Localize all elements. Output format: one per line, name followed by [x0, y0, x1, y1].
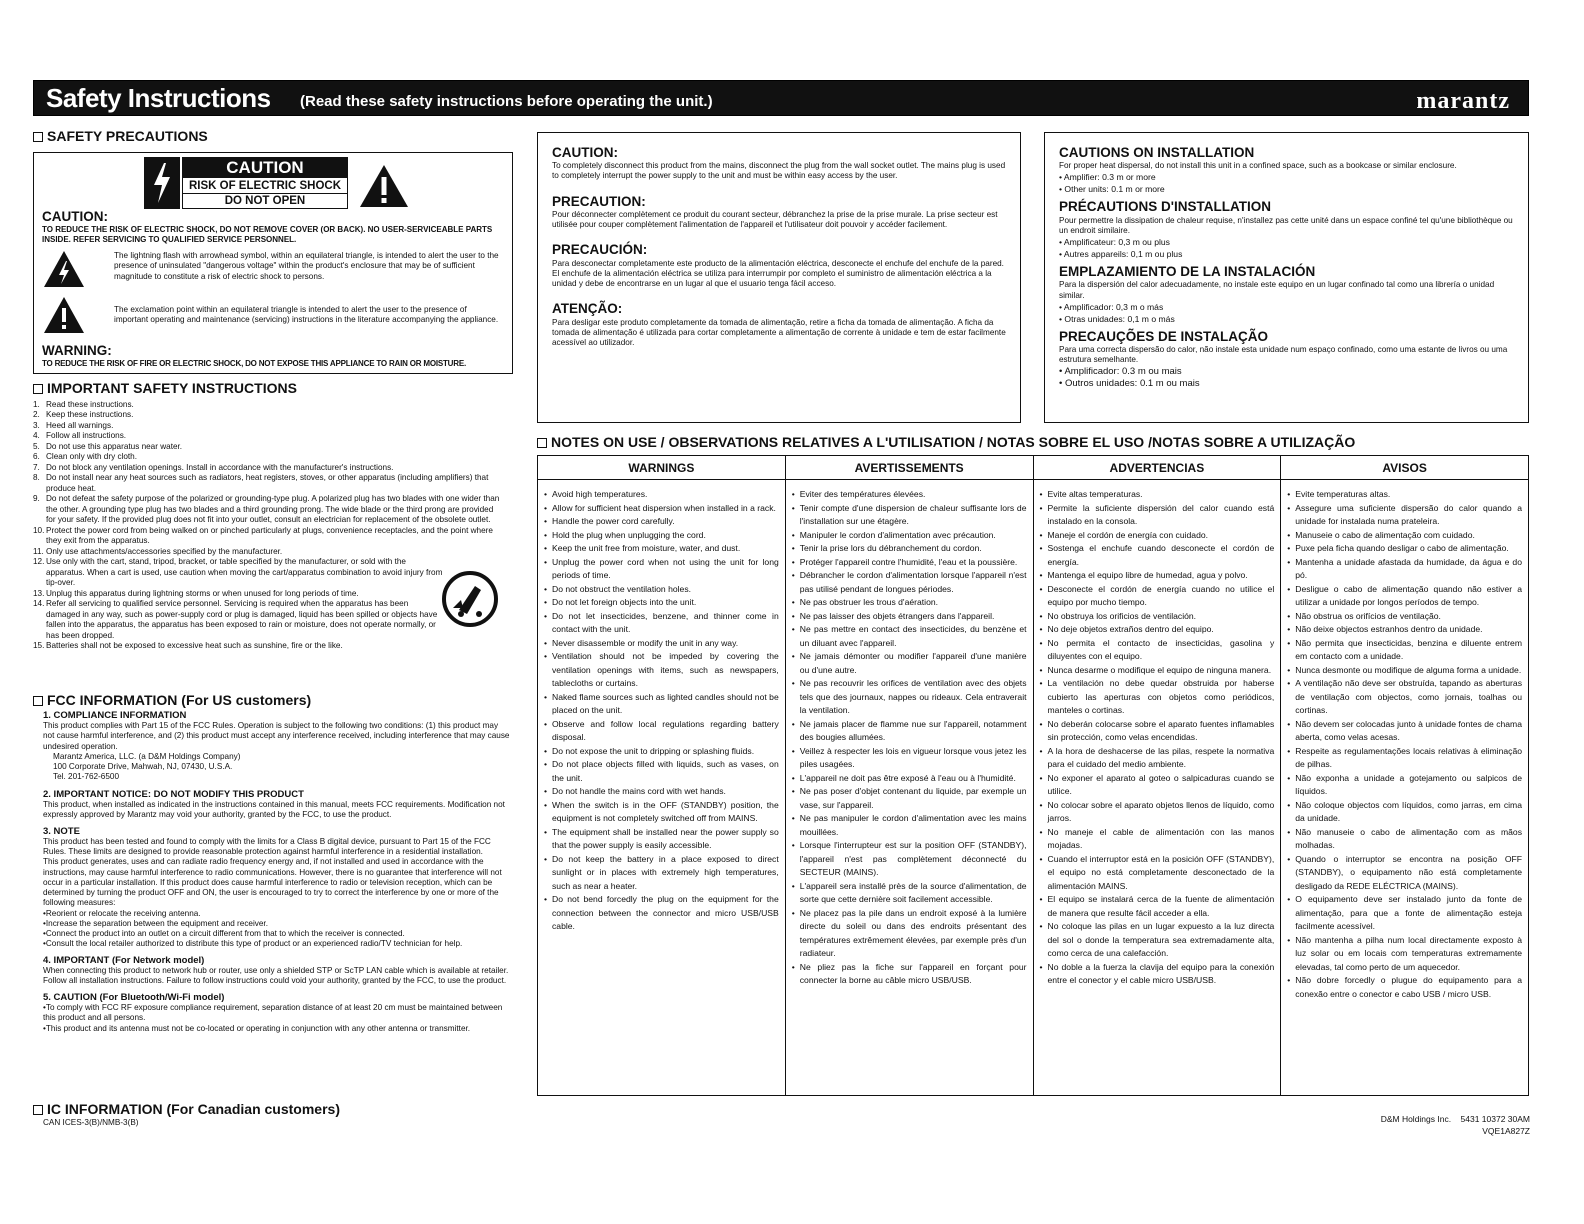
install-en-item-1: • Amplifier: 0.3 m or more — [1059, 172, 1156, 183]
notes-item: • Mantenha a unidade afastada da humidade, da água e do pó. — [1287, 556, 1522, 583]
instruction-item — [33, 599, 503, 641]
notes-item: • Observe and follow local regulations regarding battery disposal. — [544, 718, 779, 745]
install-en-heading: CAUTIONS ON INSTALLATION — [1059, 145, 1255, 160]
lightning-bolt-icon — [144, 157, 180, 209]
title-bar — [33, 80, 1529, 116]
notes-item: • Nunca desarme o modifique el equipo de ninguna manera. — [1040, 664, 1275, 678]
mid-caution-text: To completely disconnect this product from the mains, disconnect the plug from the wall socket outlet. The mains plug is used to completely interrupt the power supply to the unit and must be within easy access by the user. — [552, 161, 1006, 181]
notes-item: • Handle the power cord carefully. — [544, 515, 779, 529]
notes-item: • No maneje el cable de alimentación con las manos mojadas. — [1040, 826, 1275, 853]
install-es-item-1: • Amplificador: 0,3 m o más — [1059, 301, 1164, 312]
column-header: WARNINGS — [538, 456, 785, 480]
notes-item: • Não exponha a unidade a gotejamento ou salpicos de líquidos. — [1287, 772, 1522, 799]
notes-item: • No colocar sobre el aparato objetos llenos de líquido, como jarros. — [1040, 799, 1275, 826]
notes-item: • Ne pas poser d'objet contenant du liquide, par exemple un vase, sur l'appareil. — [792, 785, 1027, 812]
notes-item: • Ventilation should not be impeded by covering the ventilation openings with items, such as newspapers, tablecloths or curtains. — [544, 650, 779, 691]
notes-item: • Permite la suficiente dispersión del calor cuando está instalado en la consola. — [1040, 502, 1275, 529]
instruction-item — [33, 442, 503, 453]
fcc-s4-heading: 4. IMPORTANT (For Network model) — [43, 954, 205, 966]
instruction-item — [33, 421, 503, 432]
install-en-item-2: • Other units: 0.1 m or more — [1059, 184, 1165, 195]
notes-item: • Desligue o cabo de alimentação quando não estiver a utilizar a unidade por longos períodos de tempo. — [1287, 583, 1522, 610]
install-pt-item-2: • Outros unidades: 0.1 m ou mais — [1059, 377, 1200, 389]
notes-list — [1281, 480, 1528, 1001]
installation-box — [1044, 132, 1529, 423]
notes-item: • Ne jamais placer de flamme nue sur l'appareil, notamment des bougies allumées. — [792, 718, 1027, 745]
notes-item: • Não mantenha a pilha num local directamente exposto à luz solar ou em locais com temperaturas extremamente elevadas, tal como perto de um aquecedor. — [1287, 934, 1522, 975]
footer — [1381, 1113, 1530, 1137]
notes-item: • Do not bend forcedly the plug on the equipment for the connection between the connector and micro USB/USB cable. — [544, 893, 779, 934]
mid-atencao-heading: ATENÇÃO: — [552, 301, 623, 317]
notes-item: • No deje objetos extraños dentro del equipo. — [1040, 623, 1275, 637]
instructions-list — [33, 400, 503, 652]
install-fr-heading: PRÉCAUTIONS D'INSTALLATION — [1059, 199, 1271, 215]
notes-column — [1034, 456, 1282, 1095]
fcc-s5-bullet-2: •This product and its antenna must not be co-located or operating in conjunction with any other antenna or transmitter. — [43, 1023, 471, 1033]
notes-item: • Débrancher le cordon d'alimentation lorsque l'appareil n'est pas utilisé pendant de longues périodes. — [792, 569, 1027, 596]
notes-column — [1281, 456, 1528, 1095]
install-pt-heading: PRECAUÇÕES DE INSTALAÇÃO — [1059, 328, 1269, 344]
caution-section — [42, 209, 506, 245]
checkbox-icon — [537, 438, 547, 448]
checkbox-icon — [33, 696, 43, 706]
exclamation-small-icon — [42, 295, 86, 338]
notes-item: • Sostenga el enchufe cuando desconecte el cordón de energía. — [1040, 542, 1275, 569]
instruction-text: Unplug this apparatus during lightning storms or when unused for long periods of time. — [46, 588, 359, 598]
notes-item: • Keep the unit free from moisture, water, and dust. — [544, 542, 779, 556]
notes-item: • Ne pas manipuler le cordon d'alimentation avec les mains mouillées. — [792, 812, 1027, 839]
instruction-number: 3. — [33, 420, 40, 430]
mid-caution-heading: CAUTION: — [552, 145, 618, 160]
notes-item: • Não permita que insecticidas, benzina e diluente entrem em contacto com a unidade. — [1287, 637, 1522, 664]
instruction-text: Only use attachments/accessories specified by the manufacturer. — [46, 546, 283, 556]
install-es-text: Para la dispersión del calor adecuadamente, no instale este equipo en un lugar confinado tal como una librería o unidad similar. — [1059, 280, 1495, 300]
caution-banner — [144, 157, 416, 209]
instruction-text: Do not install near any heat sources such as radiators, heat registers, stoves, or other apparatus (including amplifiers) that produce heat. — [46, 473, 489, 493]
notes-item: • No coloque las pilas en un lugar expuesto a la luz directa del sol o donde la temperatura sea extremadamente alta, como cerca de una calefacción. — [1040, 920, 1275, 961]
instruction-number: 6. — [33, 452, 40, 462]
fcc-address-2: 100 Corporate Drive, Mahwah, NJ, 07430, U.S.A. — [53, 762, 233, 772]
notes-item: • Ne pas recouvrir les orifices de ventilation avec des objets tels que des journaux, nappes ou rideaux. Cela entraverait la ventilation. — [792, 677, 1027, 718]
install-pt-item-1: • Amplificador: 0.3 m ou mais — [1059, 365, 1182, 377]
instruction-number: 15. — [33, 641, 45, 651]
notes-item: • Unplug the power cord when not using the unit for long periods of time. — [544, 556, 779, 583]
caution-label: CAUTION: — [42, 209, 108, 224]
instruction-number: 11. — [33, 546, 44, 556]
fcc-s2-heading: 2. IMPORTANT NOTICE: DO NOT MODIFY THIS PRODUCT — [43, 788, 304, 800]
fcc-s5-heading: 5. CAUTION (For Bluetooth/Wi-Fi model) — [43, 991, 225, 1003]
notes-item: • Ne pas obstruer les trous d'aération. — [792, 596, 1027, 610]
install-fr-item-2: • Autres appareils: 0,1 m ou plus — [1059, 249, 1183, 260]
notes-list — [786, 480, 1033, 988]
fcc-s4-text-2: Follow all installation instructions. Failure to follow instructions could void your authority, granted by the FCC, to use the product. — [43, 976, 507, 986]
notes-item: • Quando o interruptor se encontra na posição OFF (STANDBY), o equipamento não está completamente desligado da REDE ELÉCTRICA (MAINS). — [1287, 853, 1522, 894]
important-heading — [33, 380, 513, 397]
lightning-triangle-icon — [42, 249, 86, 292]
notes-item: • Do not obstruct the ventilation holes. — [544, 583, 779, 597]
notes-item: • No obstruya los orificios de ventilación. — [1040, 610, 1275, 624]
heading-text: SAFETY PRECAUTIONS — [47, 128, 208, 144]
fcc-address-3: Tel. 201-762-6500 — [53, 772, 120, 782]
notes-item: • No doble a la fuerza la clavija del equipo para la conexión entre el conector y el cable micro USB/USB. — [1040, 961, 1275, 988]
column-header: ADVERTENCIAS — [1034, 456, 1281, 480]
instruction-item — [33, 547, 503, 558]
notes-item: • La ventilación no debe quedar obstruida por haberse cubierto las aperturas con objetos como periódicos, manteles o cortinas. — [1040, 677, 1275, 718]
instruction-text: Keep these instructions. — [46, 410, 134, 420]
notes-item: • Never disassemble or modify the unit in any way. — [544, 637, 779, 651]
instruction-number: 4. — [33, 431, 40, 441]
notes-item: • Evite temperaturas altas. — [1287, 488, 1522, 502]
notes-item: • Cuando el interruptor está en la posición OFF (STANDBY), el equipo no está completamente desconectado de la alimentación MAINS. — [1040, 853, 1275, 894]
fcc-s3-bullet-4: •Consult the local retailer authorized to distribute this type of product or an experienced radio/TV technician for help. — [43, 939, 463, 949]
heading-text: IMPORTANT SAFETY INSTRUCTIONS — [47, 380, 297, 396]
instruction-item — [33, 463, 503, 474]
instruction-item — [33, 452, 503, 463]
instruction-text: Protect the power cord from being walked on or pinched particularly at plugs, convenience receptacles, and the point where they exit from the apparatus. — [46, 525, 493, 546]
instruction-text: Batteries shall not be exposed to excessive heat such as sunshine, fire or the like. — [46, 641, 343, 651]
footer-line-2: VQE1A827Z — [1482, 1126, 1530, 1136]
instruction-number: 9. — [33, 494, 40, 504]
notes-item: • Avoid high temperatures. — [544, 488, 779, 502]
fcc-s1-text: This product complies with Part 15 of the FCC Rules. Operation is subject to the following two conditions: (1) this product may not cause harmful interference, and (2) this product must accept any interference received, including interference that may cause undesired operation. — [43, 721, 510, 751]
instruction-text: Follow all instructions. — [46, 431, 127, 441]
notes-item: • L'appareil sera installé près de la source d'alimentation, de sorte que cette dernière soit facilement accessible. — [792, 880, 1027, 907]
notes-item: • Nunca desmonte ou modifique de alguma forma a unidade. — [1287, 664, 1522, 678]
warning-section — [42, 343, 508, 369]
instruction-text: Do not defeat the safety purpose of the polarized or grounding-type plug. A polarized plug has two blades with one wider than the other. A grounding type plug has two blades and a third grounding prong. The wide blade or the third prong are provided for your safety. If the provided plug does not fit into your outlet, consult an electrician for replacement of the obsolete outlet. — [46, 494, 500, 525]
exclamation-triangle-icon — [358, 163, 410, 212]
notes-item: • Mantenga el equipo libre de humedad, agua y polvo. — [1040, 569, 1275, 583]
ic-text: CAN ICES-3(B)/NMB-3(B) — [43, 1117, 139, 1127]
fcc-address-1: Marantz America, LLC. (a D&M Holdings Company) — [53, 751, 241, 761]
notes-item: • Naked flame sources such as lighted candles should not be placed on the unit. — [544, 691, 779, 718]
mains-disconnect-box — [537, 132, 1021, 423]
notes-list — [538, 480, 785, 934]
notes-item: • Do not let insecticides, benzene, and thinner come in contact with the unit. — [544, 610, 779, 637]
fcc-heading — [33, 692, 511, 709]
notes-item: • Protéger l'appareil contre l'humidité, l'eau et la poussière. — [792, 556, 1027, 570]
notes-item: • No deberán colocarse sobre el aparato fuentes inflamables sin protección, como velas encendidas. — [1040, 718, 1275, 745]
instruction-text: Clean only with dry cloth. — [46, 452, 138, 462]
notes-item: • Evite altas temperaturas. — [1040, 488, 1275, 502]
install-es-heading: EMPLAZAMIENTO DE LA INSTALACIÓN — [1059, 264, 1316, 280]
warning-text: TO REDUCE THE RISK OF FIRE OR ELECTRIC SHOCK, DO NOT EXPOSE THIS APPLIANCE TO RAIN OR MOISTURE. — [42, 359, 466, 369]
fcc-section — [33, 692, 511, 1034]
caution-banner-title: CAUTION — [183, 158, 347, 178]
ic-section — [33, 1101, 511, 1128]
caution-box — [33, 152, 513, 374]
instruction-item — [33, 473, 503, 494]
notes-item: • When the switch is in the OFF (STANDBY) position, the equipment is not completely switched off from MAINS. — [544, 799, 779, 826]
page-title: Safety Instructions — [46, 83, 271, 113]
notes-item: • Hold the plug when unplugging the cord. — [544, 529, 779, 543]
notes-column — [538, 456, 786, 1095]
checkbox-icon — [33, 1105, 43, 1115]
notes-item: • Do not expose the unit to dripping or splashing fluids. — [544, 745, 779, 759]
notes-item: • Eviter des températures élevées. — [792, 488, 1027, 502]
checkbox-icon — [33, 384, 43, 394]
notes-item: • Ne pas mettre en contact des insecticides, du benzène et un diluant avec l'appareil. — [792, 623, 1027, 650]
mid-precaution-text: Pour déconnecter complètement ce produit du courant secteur, débranchez la prise de la prise murale. La prise secteur est utilisée pour couper complètement l'alimentation de l'appareil et l'utilisateur doit pouvoir y accéder facilement. — [552, 209, 998, 230]
notes-item: • Do not let foreign objects into the unit. — [544, 596, 779, 610]
notes-item: • Ne pliez pas la fiche sur l'appareil en forçant pour connecter la borne au câble micro USB/USB. — [792, 961, 1027, 988]
caution-banner-line3: DO NOT OPEN — [224, 195, 306, 207]
fcc-s4-text-1: When connecting this product to network hub or router, use only a shielded STP or ScTP LAN cable which is available at retailer. — [43, 966, 509, 976]
notes-item: • Manuseie o cabo de alimentação com cuidado. — [1287, 529, 1522, 543]
heading-text: IC INFORMATION (For Canadian customers) — [47, 1101, 340, 1117]
instruction-item — [33, 589, 503, 600]
exclamation-description: The exclamation point within an equilateral triangle is intended to alert the user to the presence of important operating and maintenance (servicing) instructions in the literature accompanying the appliance. — [114, 305, 499, 325]
instruction-text: Refer all servicing to qualified service personnel. Servicing is required when the apparatus has been damaged in any way, such as power-supply cord or plug is damaged, liquid has been spilled or objects have fallen into the apparatus, the apparatus has been exposed to rain or moisture, does not operate normally, or has been dropped. — [46, 599, 438, 640]
fcc-s3-heading: 3. NOTE — [43, 825, 80, 837]
instruction-number: 7. — [33, 462, 40, 472]
instruction-number: 8. — [33, 473, 40, 483]
notes-item: • No exponer el aparato al goteo o salpicaduras cuando se utilice. — [1040, 772, 1275, 799]
notes-item: • Não coloque objectos com líquidos, como jarras, em cima da unidade. — [1287, 799, 1522, 826]
install-es-item-2: • Otras unidades: 0,1 m o más — [1059, 313, 1175, 324]
brand-logo: marantz — [1416, 88, 1510, 114]
fcc-s3-text-2: This product generates, uses and can radiate radio frequency energy and, if not installed and used in accordance with the instructions, may cause harmful interference to radio communications. However, there is no guarantee that interference will not occur in a particular installation. If this product does cause harmful interference to radio or television reception, which can be determined by turning the product OFF and ON, the user is encouraged to try to correct the interference by one or more of the following measures: — [43, 857, 502, 908]
instruction-text: Do not use this apparatus near water. — [46, 441, 183, 451]
instruction-text: Read these instructions. — [46, 399, 134, 409]
mid-precaucion-text: Para desconectar completamente este producto de la alimentación eléctrica, desconecte el enchufe del enchufe de la pared. El enchufe de la alimentación eléctrica se utiliza para interrumpir por completo el suministro de alimentación eléctrica a la unidad y debe de encontrarse en un lugar al que el usuario tenga fácil acceso. — [552, 258, 1004, 289]
fcc-s1-heading: 1. COMPLIANCE INFORMATION — [43, 709, 187, 721]
mid-precaucion-heading: PRECAUCIÓN: — [552, 242, 648, 258]
safety-precautions-heading — [33, 128, 513, 145]
notes-item: • Tenir compte d'une dispersion de chaleur suffisante lors de l'installation sur une étagère. — [792, 502, 1027, 529]
instruction-item — [33, 494, 503, 526]
notes-item: • Respeite as regulamentações locais relativas à eliminação de pilhas. — [1287, 745, 1522, 772]
instruction-number: 10. — [33, 525, 45, 535]
notes-item: • Desconecte el cordón de energía cuando no utilice el equipo por mucho tiempo. — [1040, 583, 1275, 610]
install-fr-text: Pour permettre la dissipation de chaleur requise, n'installez pas cette unité dans un espace confiné tel qu'une bibliothèque ou un endroit similaire. — [1059, 215, 1513, 235]
column-header: AVISOS — [1281, 456, 1528, 480]
notes-item: • No permita el contacto de insecticidas, gasolina y diluyentes con el equipo. — [1040, 637, 1275, 664]
important-instructions — [33, 380, 513, 652]
warning-label: WARNING: — [42, 343, 112, 358]
instruction-item — [33, 431, 503, 442]
instruction-number: 14. — [33, 599, 45, 609]
notes-item: • Ne pas laisser des objets étrangers dans l'appareil. — [792, 610, 1027, 624]
notes-item: • Do not place objects filled with liquids, such as vases, on the unit. — [544, 758, 779, 785]
notes-item: • Puxe pela ficha quando desligar o cabo de alimentação. — [1287, 542, 1522, 556]
footer-line-1: D&M Holdings Inc. 5431 10372 30AM — [1380, 1114, 1530, 1124]
notes-item: • Manipuler le cordon d'alimentation avec précaution. — [792, 529, 1027, 543]
instruction-number: 12. — [33, 557, 45, 567]
instruction-item — [33, 400, 503, 411]
instruction-text: Do not block any ventilation openings. Install in accordance with the manufacturer's instructions. — [46, 462, 394, 472]
instruction-number: 13. — [33, 588, 45, 598]
ic-heading — [33, 1101, 511, 1118]
install-fr-item-1: • Amplificateur: 0,3 m ou plus — [1059, 237, 1170, 248]
notes-item: • El equipo se instalará cerca de la fuente de alimentación de manera que resulte fácil acceder a ella. — [1040, 893, 1275, 920]
notes-item: • Ne placez pas la pile dans un endroit exposé à la lumière directe du soleil ou dans des endroits présentant des températures extrêmement élevées, par exemple près d'un radiateur. — [792, 907, 1027, 961]
instruction-item — [33, 557, 503, 589]
notes-item: • Lorsque l'interrupteur est sur la position OFF (STANDBY), l'appareil n'est pas complètement déconnecté du SECTEUR (MAINS). — [792, 839, 1027, 880]
fcc-s3-bullet-3: •Connect the product into an outlet on a circuit different from that to which the receiver is connected. — [43, 929, 405, 939]
instruction-number: 2. — [33, 410, 40, 420]
heading-text: NOTES ON USE / OBSERVATIONS RELATIVES A L'UTILISATION / NOTAS SOBRE EL USO /NOTAS SOBRE A UTILIZAÇÃO — [551, 434, 1356, 450]
fcc-s3-bullet-2: •Increase the separation between the equipment and receiver. — [43, 918, 268, 928]
notes-item: • Assegure uma suficiente dispersão do calor quando a unidade for instalada numa prateleira. — [1287, 502, 1522, 529]
caution-banner-line2: RISK OF ELECTRIC SHOCK — [183, 178, 347, 194]
notes-item: • A la hora de deshacerse de las pilas, respete la normativa para el cuidado del medio ambiente. — [1040, 745, 1275, 772]
instruction-item — [33, 526, 503, 547]
notes-item: • Maneje el cordón de energía con cuidado. — [1040, 529, 1275, 543]
heading-text: FCC INFORMATION (For US customers) — [47, 692, 312, 708]
notes-item: • Não deixe objectos estranhos dentro da unidade. — [1287, 623, 1522, 637]
notes-item: • L'appareil ne doit pas être exposé à l'eau ou à l'humidité. — [792, 772, 1027, 786]
instruction-number: 5. — [33, 441, 40, 451]
notes-item: • Não manuseie o cabo de alimentação com as mãos molhadas. — [1287, 826, 1522, 853]
notes-item: • Não devem ser colocadas junto à unidade fontes de chama aberta, como velas acesas. — [1287, 718, 1522, 745]
notes-item: • O equipamento deve ser instalado junto da fonte de alimentação, para que a fonte de alimentação esteja facilmente acessível. — [1287, 893, 1522, 934]
notes-item: • Não dobre forcedly o plugue do equipamento para a conexão entre o conector e cabo USB / micro USB. — [1287, 974, 1522, 1001]
notes-heading — [537, 434, 1355, 451]
notes-list — [1034, 480, 1281, 988]
notes-item: • Veillez à respecter les lois en vigueur lorsque vous jetez les piles usagées. — [792, 745, 1027, 772]
instruction-text: Heed all warnings. — [46, 420, 114, 430]
install-pt-text: Para uma correcta dispersão do calor, não instale esta unidade num espaço confinado, como uma estante de livros ou uma estrutura semelhante. — [1059, 345, 1508, 365]
fcc-s3-bullet-1: •Reorient or relocate the receiving antenna. — [43, 908, 201, 918]
checkbox-icon — [33, 132, 43, 142]
mid-atencao-text: Para desligar este produto completamente da tomada de alimentação, retire a ficha da tomada de alimentação. A ficha da tomada de alimentação é utilizada para cortar completamente a alimentação de corrente à unidade e tem de estar facilmente acessível ao utilizador. — [552, 317, 1006, 347]
column-header: AVERTISSEMENTS — [786, 456, 1033, 480]
cart-warning-icon — [441, 570, 499, 631]
notes-item: • The equipment shall be installed near the power supply so that the power supply is easily accessible. — [544, 826, 779, 853]
notes-item: • Tenir la prise lors du débranchement du cordon. — [792, 542, 1027, 556]
page-subtitle: (Read these safety instructions before operating the unit.) — [300, 93, 713, 110]
left-column — [33, 128, 513, 1127]
mid-precaution-heading: PRECAUTION: — [552, 193, 646, 209]
notes-item: • Do not keep the battery in a place exposed to direct sunlight or in places with extremely high temperatures, such as near a heater. — [544, 853, 779, 894]
instruction-item — [33, 641, 503, 652]
notes-item: • Ne jamais démonter ou modifier l'appareil d'une manière ou d'une autre. — [792, 650, 1027, 677]
notes-item: • A ventilação não deve ser obstruída, tapando as aberturas de ventilação com objectos, como jornais, toalhas ou cortinas. — [1287, 677, 1522, 718]
fcc-s3-text-1: This product has been tested and found to comply with the limits for a Class B digital device, pursuant to Part 15 of the FCC Rules. These limits are designed to provide reasonable protection against harmful interference in a residential installation. — [43, 836, 491, 857]
fcc-s2-text: This product, when installed as indicated in the instructions contained in this manual, meets FCC requirements. Modification not expressly approved by Marantz may void your authority, granted by the FCC, to use the product. — [43, 800, 505, 820]
caution-text: TO REDUCE THE RISK OF ELECTRIC SHOCK, DO NOT REMOVE COVER (OR BACK). NO USER-SERVICEABLE PARTS INSIDE. REFER SERVICING TO QUALIFIED SERVICE PERSONNEL. — [42, 225, 493, 245]
lightning-description: The lightning flash with arrowhead symbol, within an equilateral triangle, is intended to alert the user to the presence of uninsulated "dangerous voltage" within the product's enclosure that may be of sufficient magnitude to constitute a risk of electric shock to persons. — [114, 251, 499, 281]
instruction-item — [33, 410, 503, 421]
notes-item: • Do not handle the mains cord with wet hands. — [544, 785, 779, 799]
fcc-s5-bullet-1: •To comply with FCC RF exposure compliance requirement, separation distance of at least 20 cm must be maintained between this product and all persons. — [43, 1003, 503, 1023]
notes-item: • Allow for sufficient heat dispersion when installed in a rack. — [544, 502, 779, 516]
notes-column — [786, 456, 1034, 1095]
instruction-number: 1. — [33, 399, 40, 409]
notes-item: • Não obstrua os orifícios de ventilação. — [1287, 610, 1522, 624]
install-en-text: For proper heat dispersal, do not install this unit in a confined space, such as a bookcase or similar enclosure. — [1059, 161, 1457, 171]
notes-table — [537, 455, 1529, 1096]
instruction-text: Use only with the cart, stand, tripod, bracket, or table specified by the manufacturer, or sold with the apparatus. When a cart is used, use caution when moving the cart/apparatus combination to avoid injury from tip-over. — [46, 557, 443, 588]
caution-label-block — [182, 157, 348, 209]
